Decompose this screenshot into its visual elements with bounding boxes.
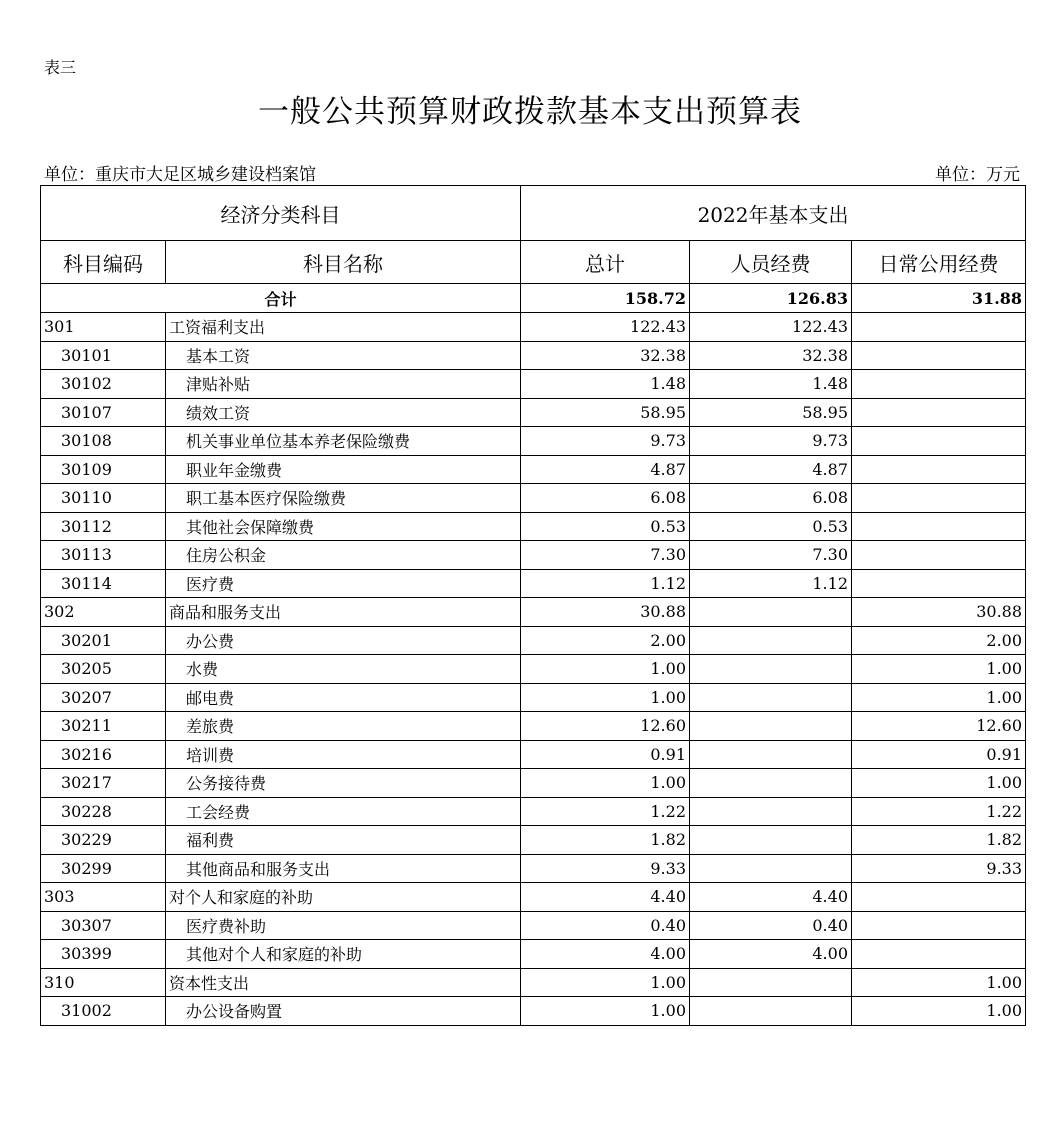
public-expense-cell: 12.60 [852, 712, 1026, 741]
personnel-expense-cell [690, 968, 852, 997]
subject-code-cell: 30216 [41, 740, 166, 769]
personnel-expense-cell [690, 769, 852, 798]
total-cell: 1.00 [521, 683, 690, 712]
header-subject-code: 科目编码 [41, 241, 166, 284]
total-cell: 9.33 [521, 854, 690, 883]
personnel-expense-cell [690, 712, 852, 741]
table-number: 表三 [44, 58, 77, 77]
subject-name-cell: 机关事业单位基本养老保险缴费 [166, 427, 521, 456]
personnel-expense-cell [690, 797, 852, 826]
subject-name-cell: 资本性支出 [166, 968, 521, 997]
subject-name-cell: 医疗费 [166, 569, 521, 598]
header-row-group [41, 186, 1026, 241]
budget-table [40, 185, 1026, 1026]
subject-code-cell: 310 [41, 968, 166, 997]
total-cell: 0.40 [521, 911, 690, 940]
public-expense-cell [852, 484, 1026, 513]
subject-code-cell: 301 [41, 313, 166, 342]
table-row [41, 341, 1026, 370]
header-total: 总计 [521, 241, 690, 284]
personnel-expense-cell: 0.53 [690, 512, 852, 541]
table-row [41, 398, 1026, 427]
subject-name-cell: 其他社会保障缴费 [166, 512, 521, 541]
subject-code-cell: 302 [41, 598, 166, 627]
subject-name-cell: 水费 [166, 655, 521, 684]
total-cell: 1.12 [521, 569, 690, 598]
subject-code-cell: 30211 [41, 712, 166, 741]
personnel-expense-cell [690, 997, 852, 1026]
total-cell: 30.88 [521, 598, 690, 627]
total-cell: 0.53 [521, 512, 690, 541]
header-subject-name: 科目名称 [166, 241, 521, 284]
subject-code-cell: 30307 [41, 911, 166, 940]
total-cell: 6.08 [521, 484, 690, 513]
subject-code-cell: 30110 [41, 484, 166, 513]
table-row [41, 313, 1026, 342]
total-cell: 1.00 [521, 655, 690, 684]
total-row [41, 284, 1026, 313]
personnel-expense-cell: 0.40 [690, 911, 852, 940]
total-sum: 158.72 [521, 284, 690, 313]
public-expense-cell: 1.00 [852, 968, 1026, 997]
public-expense-cell [852, 370, 1026, 399]
subject-name-cell: 津贴补贴 [166, 370, 521, 399]
total-cell: 58.95 [521, 398, 690, 427]
personnel-expense-cell: 1.12 [690, 569, 852, 598]
total-cell: 4.87 [521, 455, 690, 484]
public-expense-cell [852, 911, 1026, 940]
total-label: 合计 [41, 284, 521, 313]
subject-name-cell: 工会经费 [166, 797, 521, 826]
subject-code-cell: 30114 [41, 569, 166, 598]
public-expense-cell [852, 398, 1026, 427]
table-row [41, 655, 1026, 684]
total-cell: 1.82 [521, 826, 690, 855]
total-cell: 12.60 [521, 712, 690, 741]
total-cell: 4.00 [521, 940, 690, 969]
personnel-expense-cell: 9.73 [690, 427, 852, 456]
subject-code-cell: 30201 [41, 626, 166, 655]
organization-unit: 单位：重庆市大足区城乡建设档案馆 [44, 165, 316, 185]
subject-name-cell: 商品和服务支出 [166, 598, 521, 627]
header-public-expense: 日常公用经费 [852, 241, 1026, 284]
personnel-expense-cell: 4.40 [690, 883, 852, 912]
subject-name-cell: 公务接待费 [166, 769, 521, 798]
public-expense-cell: 0.91 [852, 740, 1026, 769]
subject-code-cell: 30107 [41, 398, 166, 427]
personnel-expense-cell: 32.38 [690, 341, 852, 370]
subject-name-cell: 办公设备购置 [166, 997, 521, 1026]
public-expense-cell: 2.00 [852, 626, 1026, 655]
subject-code-cell: 30108 [41, 427, 166, 456]
page-title: 一般公共预算财政拨款基本支出预算表 [258, 94, 802, 130]
table-row [41, 797, 1026, 826]
table-row [41, 427, 1026, 456]
subject-name-cell: 其他对个人和家庭的补助 [166, 940, 521, 969]
public-expense-cell [852, 541, 1026, 570]
subject-code-cell: 31002 [41, 997, 166, 1026]
personnel-expense-cell: 58.95 [690, 398, 852, 427]
personnel-expense-cell: 122.43 [690, 313, 852, 342]
subject-name-cell: 住房公积金 [166, 541, 521, 570]
subject-code-cell: 30113 [41, 541, 166, 570]
table-row [41, 626, 1026, 655]
subject-name-cell: 基本工资 [166, 341, 521, 370]
header-personnel-expense: 人员经费 [690, 241, 852, 284]
subject-name-cell: 培训费 [166, 740, 521, 769]
table-row [41, 854, 1026, 883]
table-row [41, 968, 1026, 997]
subject-name-cell: 医疗费补助 [166, 911, 521, 940]
table-row [41, 484, 1026, 513]
subject-code-cell: 30207 [41, 683, 166, 712]
total-cell: 9.73 [521, 427, 690, 456]
subject-code-cell: 30102 [41, 370, 166, 399]
public-expense-cell [852, 569, 1026, 598]
table-row [41, 512, 1026, 541]
total-cell: 1.00 [521, 968, 690, 997]
table-row [41, 569, 1026, 598]
subject-name-cell: 其他商品和服务支出 [166, 854, 521, 883]
personnel-expense-cell [690, 683, 852, 712]
total-cell: 1.00 [521, 997, 690, 1026]
personnel-expense-cell [690, 598, 852, 627]
header-economic-classification: 经济分类科目 [41, 186, 521, 241]
personnel-expense-cell: 7.30 [690, 541, 852, 570]
table-row [41, 541, 1026, 570]
public-expense-cell [852, 940, 1026, 969]
total-personnel: 126.83 [690, 284, 852, 313]
subject-name-cell: 办公费 [166, 626, 521, 655]
public-expense-cell: 1.00 [852, 769, 1026, 798]
subject-code-cell: 30109 [41, 455, 166, 484]
public-expense-cell: 9.33 [852, 854, 1026, 883]
personnel-expense-cell [690, 655, 852, 684]
table-row [41, 683, 1026, 712]
public-expense-cell [852, 341, 1026, 370]
subject-code-cell: 30101 [41, 341, 166, 370]
table-row [41, 826, 1026, 855]
subject-code-cell: 30399 [41, 940, 166, 969]
personnel-expense-cell [690, 826, 852, 855]
personnel-expense-cell [690, 854, 852, 883]
public-expense-cell: 1.00 [852, 655, 1026, 684]
subject-code-cell: 303 [41, 883, 166, 912]
total-cell: 2.00 [521, 626, 690, 655]
subject-code-cell: 30299 [41, 854, 166, 883]
subject-name-cell: 职业年金缴费 [166, 455, 521, 484]
personnel-expense-cell: 1.48 [690, 370, 852, 399]
table-row [41, 712, 1026, 741]
public-expense-cell [852, 427, 1026, 456]
subject-name-cell: 职工基本医疗保险缴费 [166, 484, 521, 513]
public-expense-cell [852, 512, 1026, 541]
total-cell: 1.22 [521, 797, 690, 826]
total-cell: 1.00 [521, 769, 690, 798]
table-row [41, 598, 1026, 627]
subject-name-cell: 绩效工资 [166, 398, 521, 427]
table-row [41, 940, 1026, 969]
public-expense-cell [852, 313, 1026, 342]
subject-code-cell: 30217 [41, 769, 166, 798]
subject-name-cell: 差旅费 [166, 712, 521, 741]
table-row [41, 740, 1026, 769]
subject-code-cell: 30205 [41, 655, 166, 684]
subject-name-cell: 福利费 [166, 826, 521, 855]
currency-unit: 单位：万元 [935, 165, 1020, 185]
total-cell: 1.48 [521, 370, 690, 399]
header-basic-expenditure-2022: 2022年基本支出 [521, 186, 1026, 241]
subject-name-cell: 对个人和家庭的补助 [166, 883, 521, 912]
public-expense-cell: 1.00 [852, 997, 1026, 1026]
table-row [41, 455, 1026, 484]
public-expense-cell: 1.82 [852, 826, 1026, 855]
total-cell: 4.40 [521, 883, 690, 912]
total-cell: 32.38 [521, 341, 690, 370]
subject-code-cell: 30112 [41, 512, 166, 541]
total-cell: 7.30 [521, 541, 690, 570]
personnel-expense-cell: 6.08 [690, 484, 852, 513]
subject-code-cell: 30228 [41, 797, 166, 826]
total-cell: 0.91 [521, 740, 690, 769]
subject-code-cell: 30229 [41, 826, 166, 855]
total-public: 31.88 [852, 284, 1026, 313]
total-cell: 122.43 [521, 313, 690, 342]
personnel-expense-cell [690, 626, 852, 655]
table-row [41, 911, 1026, 940]
personnel-expense-cell: 4.00 [690, 940, 852, 969]
subject-name-cell: 工资福利支出 [166, 313, 521, 342]
public-expense-cell: 1.00 [852, 683, 1026, 712]
personnel-expense-cell [690, 740, 852, 769]
table-row [41, 769, 1026, 798]
table-row [41, 883, 1026, 912]
table-row [41, 997, 1026, 1026]
public-expense-cell [852, 883, 1026, 912]
subject-name-cell: 邮电费 [166, 683, 521, 712]
personnel-expense-cell: 4.87 [690, 455, 852, 484]
table-row [41, 370, 1026, 399]
public-expense-cell: 1.22 [852, 797, 1026, 826]
header-row-columns [41, 241, 1026, 284]
public-expense-cell [852, 455, 1026, 484]
public-expense-cell: 30.88 [852, 598, 1026, 627]
